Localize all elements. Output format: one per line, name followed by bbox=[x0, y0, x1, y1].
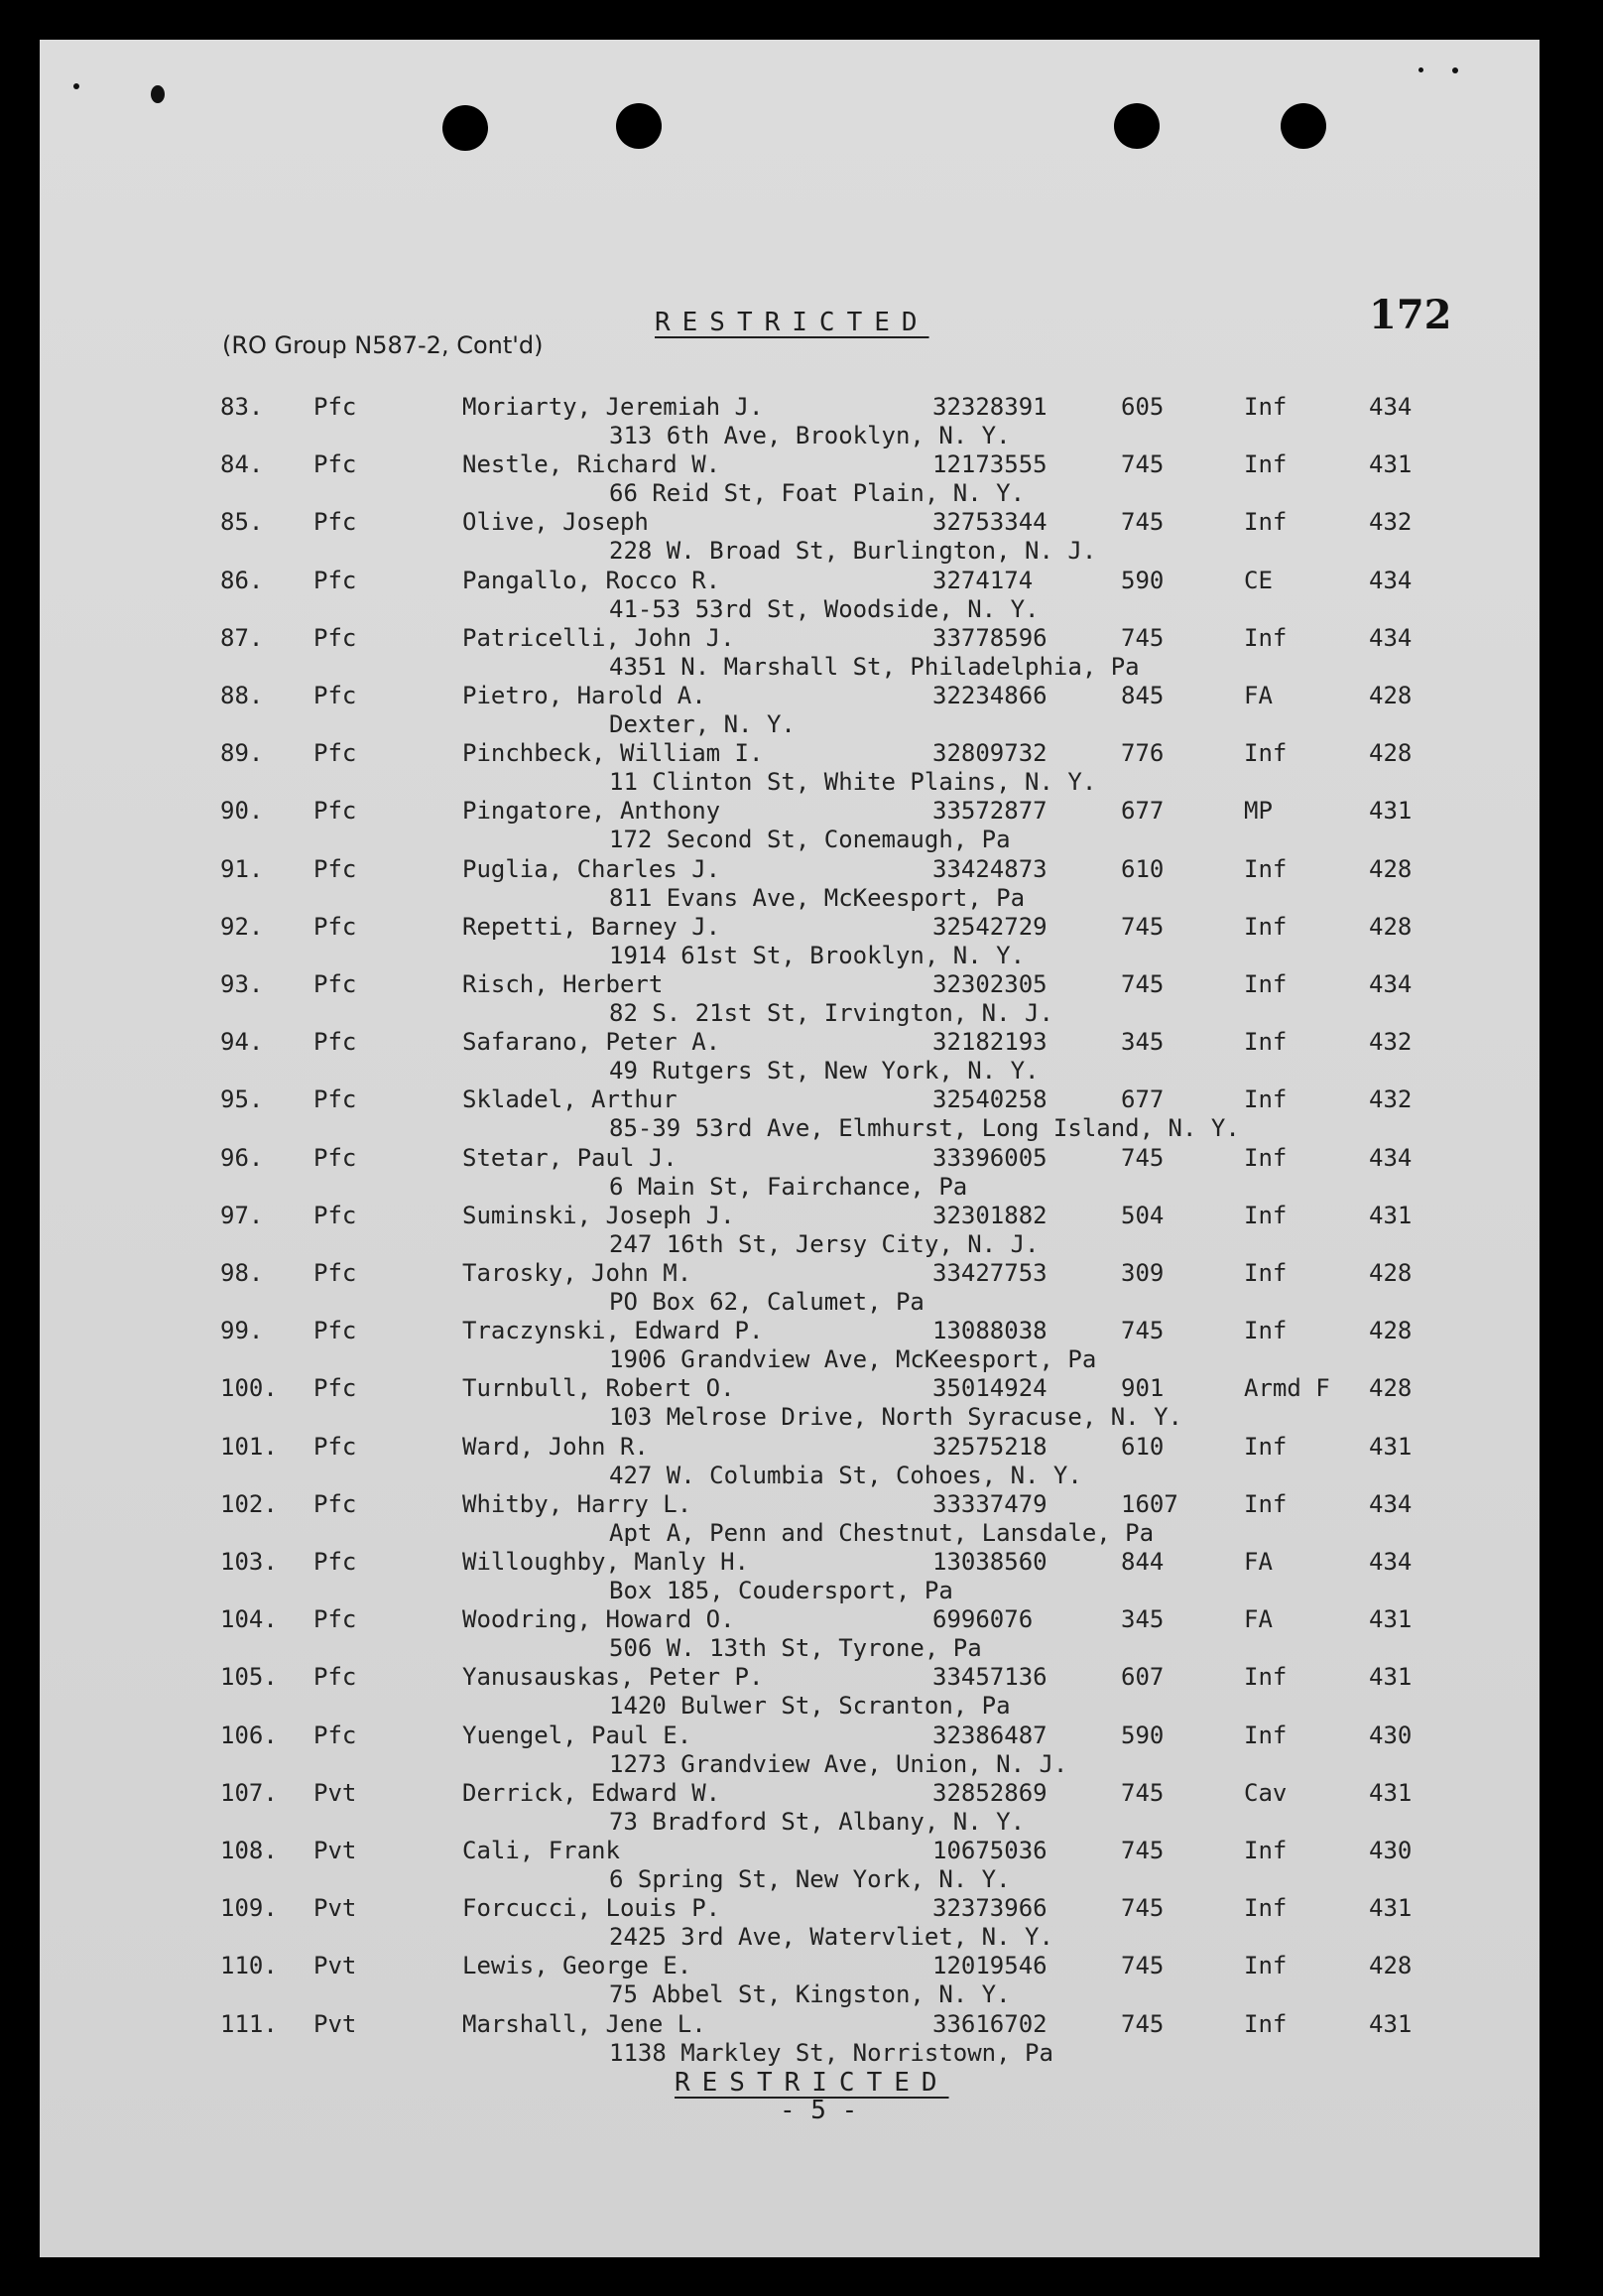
home-address: 75 Abbel St, Kingston, N. Y. bbox=[609, 1980, 1011, 2009]
branch: Inf bbox=[1244, 1721, 1288, 1749]
branch: Inf bbox=[1244, 1432, 1288, 1461]
home-address: 41-53 53rd St, Woodside, N. Y. bbox=[609, 594, 1040, 623]
rank: Pfc bbox=[313, 508, 357, 537]
home-address: 4351 N. Marshall St, Philadelphia, Pa bbox=[609, 652, 1140, 681]
home-address: 66 Reid St, Foat Plain, N. Y. bbox=[609, 479, 1026, 508]
entry-number: 90. bbox=[220, 797, 264, 826]
soldier-name: Woodring, Howard O. bbox=[462, 1605, 735, 1634]
soldier-name: Skladel, Arthur bbox=[462, 1085, 678, 1114]
branch: Inf bbox=[1244, 1894, 1288, 1923]
serial-number: 10675036 bbox=[932, 1837, 1048, 1864]
serial-number: 32575218 bbox=[932, 1432, 1048, 1461]
serial-number: 33572877 bbox=[932, 797, 1048, 826]
rank: Pfc bbox=[313, 1721, 357, 1749]
mos-code: 745 bbox=[1121, 2009, 1165, 2038]
mos-code: 605 bbox=[1121, 393, 1165, 421]
branch: Inf bbox=[1244, 970, 1288, 998]
ink-speck bbox=[73, 83, 79, 89]
serial-number: 12019546 bbox=[932, 1952, 1048, 1980]
branch: Inf bbox=[1244, 623, 1288, 652]
serial-number: 33396005 bbox=[932, 1143, 1048, 1172]
table-row bbox=[0, 1722, 1603, 1779]
group-number: 431 bbox=[1369, 1778, 1413, 1807]
home-address: 313 6th Ave, Brooklyn, N. Y. bbox=[609, 422, 1011, 449]
table-row bbox=[0, 1952, 1603, 2009]
rank: Pfc bbox=[313, 623, 357, 652]
soldier-name: Whitby, Harry L. bbox=[462, 1489, 692, 1518]
rank: Pfc bbox=[313, 854, 357, 883]
mos-code: 590 bbox=[1121, 1721, 1165, 1749]
mos-code: 504 bbox=[1121, 1201, 1165, 1229]
mos-code: 776 bbox=[1121, 739, 1165, 768]
binder-hole bbox=[1281, 103, 1326, 149]
soldier-name: Olive, Joseph bbox=[462, 508, 649, 537]
soldier-name: Yanusauskas, Peter P. bbox=[462, 1663, 764, 1692]
restricted-heading: RESTRICTED bbox=[655, 308, 929, 337]
soldier-name: Cali, Frank bbox=[462, 1837, 620, 1864]
table-row bbox=[0, 739, 1603, 797]
home-address: 85-39 53rd Ave, Elmhurst, Long Island, N. Y. bbox=[609, 1114, 1240, 1143]
serial-number: 32852869 bbox=[932, 1778, 1048, 1807]
entry-number: 92. bbox=[220, 912, 264, 941]
table-row bbox=[0, 1202, 1603, 1259]
ink-speck bbox=[151, 85, 165, 103]
entry-number: 87. bbox=[220, 623, 264, 652]
serial-number: 32301882 bbox=[932, 1201, 1048, 1229]
ink-speck bbox=[1418, 67, 1423, 72]
home-address: 49 Rutgers St, New York, N. Y. bbox=[609, 1057, 1040, 1085]
group-header: (RO Group N587-2, Cont'd) bbox=[222, 331, 544, 359]
group-number: 434 bbox=[1369, 1548, 1413, 1576]
soldier-name: Forcucci, Louis P. bbox=[462, 1894, 721, 1923]
serial-number: 32809732 bbox=[932, 739, 1048, 768]
soldier-name: Pangallo, Rocco R. bbox=[462, 566, 721, 594]
mos-code: 677 bbox=[1121, 797, 1165, 826]
group-number: 434 bbox=[1369, 393, 1413, 421]
branch: Inf bbox=[1244, 393, 1288, 421]
home-address: Dexter, N. Y. bbox=[609, 710, 796, 738]
entry-number: 102. bbox=[220, 1489, 278, 1518]
home-address: 228 W. Broad St, Burlington, N. J. bbox=[609, 537, 1097, 566]
mos-code: 745 bbox=[1121, 1952, 1165, 1980]
serial-number: 32386487 bbox=[932, 1721, 1048, 1749]
serial-number: 33616702 bbox=[932, 2009, 1048, 2038]
soldier-name: Pingatore, Anthony bbox=[462, 797, 721, 826]
serial-number: 32302305 bbox=[932, 970, 1048, 998]
mos-code: 1607 bbox=[1121, 1489, 1178, 1518]
serial-number: 32540258 bbox=[932, 1085, 1048, 1114]
rank: Pfc bbox=[313, 1317, 357, 1345]
home-address: Apt A, Penn and Chestnut, Lansdale, Pa bbox=[609, 1518, 1155, 1547]
branch: Inf bbox=[1244, 450, 1288, 479]
rank: Pvt bbox=[313, 1837, 357, 1864]
rank: Pfc bbox=[313, 970, 357, 998]
home-address: 506 W. 13th St, Tyrone, Pa bbox=[609, 1634, 982, 1663]
group-number: 428 bbox=[1369, 739, 1413, 768]
soldier-name: Lewis, George E. bbox=[462, 1952, 692, 1980]
mos-code: 745 bbox=[1121, 1837, 1165, 1864]
binder-hole bbox=[1114, 103, 1160, 149]
home-address: 247 16th St, Jersy City, N. J. bbox=[609, 1229, 1040, 1258]
entry-number: 88. bbox=[220, 682, 264, 709]
branch: Inf bbox=[1244, 1259, 1288, 1287]
table-row bbox=[0, 1144, 1603, 1202]
entry-number: 108. bbox=[220, 1837, 278, 1864]
binder-hole bbox=[616, 103, 662, 149]
mos-code: 309 bbox=[1121, 1259, 1165, 1287]
mos-code: 901 bbox=[1121, 1374, 1165, 1403]
mos-code: 610 bbox=[1121, 854, 1165, 883]
branch: FA bbox=[1244, 1605, 1273, 1634]
home-address: 1906 Grandview Ave, McKeesport, Pa bbox=[609, 1345, 1097, 1374]
branch: Inf bbox=[1244, 1143, 1288, 1172]
branch: FA bbox=[1244, 1548, 1273, 1576]
soldier-name: Risch, Herbert bbox=[462, 970, 664, 998]
branch: Inf bbox=[1244, 1663, 1288, 1692]
table-row bbox=[0, 1837, 1603, 1894]
branch: Armd F bbox=[1244, 1374, 1330, 1403]
branch: Inf bbox=[1244, 1489, 1288, 1518]
home-address: 103 Melrose Drive, North Syracuse, N. Y. bbox=[609, 1403, 1182, 1432]
rank: Pvt bbox=[313, 1778, 357, 1807]
group-number: 431 bbox=[1369, 1663, 1413, 1692]
branch: Inf bbox=[1244, 508, 1288, 537]
branch: Inf bbox=[1244, 1201, 1288, 1229]
serial-number: 32328391 bbox=[932, 393, 1048, 421]
serial-number: 33457136 bbox=[932, 1663, 1048, 1692]
table-row bbox=[0, 1433, 1603, 1490]
home-address: 811 Evans Ave, McKeesport, Pa bbox=[609, 883, 1026, 912]
group-number: 432 bbox=[1369, 508, 1413, 537]
branch: Inf bbox=[1244, 1317, 1288, 1345]
mos-code: 745 bbox=[1121, 1317, 1165, 1345]
soldier-name: Yuengel, Paul E. bbox=[462, 1721, 692, 1749]
rank: Pfc bbox=[313, 1201, 357, 1229]
soldier-name: Willoughby, Manly H. bbox=[462, 1548, 749, 1576]
group-number: 430 bbox=[1369, 1837, 1413, 1864]
rank: Pfc bbox=[313, 1432, 357, 1461]
rank: Pfc bbox=[313, 1143, 357, 1172]
entry-number: 103. bbox=[220, 1548, 278, 1576]
soldier-name: Puglia, Charles J. bbox=[462, 854, 721, 883]
entry-number: 110. bbox=[220, 1952, 278, 1980]
soldier-name: Nestle, Richard W. bbox=[462, 450, 721, 479]
entry-number: 100. bbox=[220, 1374, 278, 1403]
mos-code: 677 bbox=[1121, 1085, 1165, 1114]
entry-number: 105. bbox=[220, 1663, 278, 1692]
table-row bbox=[0, 913, 1603, 970]
home-address: 6 Spring St, New York, N. Y. bbox=[609, 1865, 1011, 1893]
rank: Pfc bbox=[313, 1605, 357, 1634]
entry-number: 104. bbox=[220, 1605, 278, 1634]
entry-number: 107. bbox=[220, 1778, 278, 1807]
home-address: 1273 Grandview Ave, Union, N. J. bbox=[609, 1749, 1068, 1778]
branch: Inf bbox=[1244, 854, 1288, 883]
mos-code: 845 bbox=[1121, 682, 1165, 709]
group-number: 428 bbox=[1369, 1374, 1413, 1403]
soldier-name: Ward, John R. bbox=[462, 1432, 649, 1461]
mos-code: 610 bbox=[1121, 1432, 1165, 1461]
branch: Inf bbox=[1244, 1952, 1288, 1980]
soldier-name: Traczynski, Edward P. bbox=[462, 1317, 764, 1345]
table-row bbox=[0, 508, 1603, 566]
group-number: 428 bbox=[1369, 1952, 1413, 1980]
entry-number: 84. bbox=[220, 450, 264, 479]
rank: Pfc bbox=[313, 1548, 357, 1576]
group-number: 428 bbox=[1369, 854, 1413, 883]
rank: Pfc bbox=[313, 450, 357, 479]
mos-code: 590 bbox=[1121, 566, 1165, 594]
rank: Pfc bbox=[313, 1028, 357, 1057]
group-number: 428 bbox=[1369, 912, 1413, 941]
rank: Pfc bbox=[313, 682, 357, 709]
group-number: 431 bbox=[1369, 797, 1413, 826]
entry-number: 94. bbox=[220, 1028, 264, 1057]
mos-code: 844 bbox=[1121, 1548, 1165, 1576]
serial-number: 32234866 bbox=[932, 682, 1048, 709]
branch: Inf bbox=[1244, 1837, 1288, 1864]
ink-speck bbox=[1452, 67, 1458, 73]
serial-number: 6996076 bbox=[932, 1605, 1034, 1634]
home-address: 1914 61st St, Brooklyn, N. Y. bbox=[609, 941, 1026, 969]
entry-number: 106. bbox=[220, 1721, 278, 1749]
table-row bbox=[0, 2010, 1603, 2068]
entry-number: 93. bbox=[220, 970, 264, 998]
entry-number: 97. bbox=[220, 1201, 264, 1229]
home-address: 73 Bradford St, Albany, N. Y. bbox=[609, 1807, 1026, 1836]
soldier-name: Pietro, Harold A. bbox=[462, 682, 706, 709]
group-number: 434 bbox=[1369, 970, 1413, 998]
table-row bbox=[0, 1259, 1603, 1317]
entry-number: 83. bbox=[220, 393, 264, 421]
branch: CE bbox=[1244, 566, 1273, 594]
table-row bbox=[0, 1605, 1603, 1663]
rank: Pfc bbox=[313, 797, 357, 826]
home-address: Box 185, Coudersport, Pa bbox=[609, 1577, 953, 1604]
soldier-name: Tarosky, John M. bbox=[462, 1259, 692, 1287]
serial-number: 13038560 bbox=[932, 1548, 1048, 1576]
group-number: 434 bbox=[1369, 1489, 1413, 1518]
serial-number: 33337479 bbox=[932, 1489, 1048, 1518]
group-number: 431 bbox=[1369, 450, 1413, 479]
branch: MP bbox=[1244, 797, 1273, 826]
mos-code: 745 bbox=[1121, 1894, 1165, 1923]
entry-number: 89. bbox=[220, 739, 264, 768]
table-row bbox=[0, 1779, 1603, 1837]
rank: Pfc bbox=[313, 1259, 357, 1287]
rank: Pfc bbox=[313, 1663, 357, 1692]
group-number: 432 bbox=[1369, 1028, 1413, 1057]
home-address: 82 S. 21st St, Irvington, N. J. bbox=[609, 999, 1053, 1027]
rank: Pvt bbox=[313, 1952, 357, 1980]
mos-code: 745 bbox=[1121, 450, 1165, 479]
mos-code: 745 bbox=[1121, 1778, 1165, 1807]
rank: Pfc bbox=[313, 1489, 357, 1518]
entry-number: 91. bbox=[220, 854, 264, 883]
table-row bbox=[0, 1374, 1603, 1432]
rank: Pfc bbox=[313, 566, 357, 594]
soldier-name: Repetti, Barney J. bbox=[462, 912, 721, 941]
rank: Pvt bbox=[313, 2009, 357, 2038]
serial-number: 35014924 bbox=[932, 1374, 1048, 1403]
branch: Cav bbox=[1244, 1778, 1288, 1807]
branch: Inf bbox=[1244, 912, 1288, 941]
mos-code: 607 bbox=[1121, 1663, 1165, 1692]
soldier-name: Safarano, Peter A. bbox=[462, 1028, 721, 1057]
binder-hole bbox=[442, 105, 488, 151]
mos-code: 745 bbox=[1121, 912, 1165, 941]
serial-number: 32182193 bbox=[932, 1028, 1048, 1057]
restricted-footer: RESTRICTED bbox=[675, 2068, 949, 2098]
group-number: 428 bbox=[1369, 1259, 1413, 1287]
home-address: PO Box 62, Calumet, Pa bbox=[609, 1288, 925, 1316]
group-number: 434 bbox=[1369, 1143, 1413, 1172]
home-address: 1420 Bulwer St, Scranton, Pa bbox=[609, 1692, 1011, 1721]
group-number: 431 bbox=[1369, 1894, 1413, 1923]
table-row bbox=[0, 450, 1603, 508]
table-row bbox=[0, 1028, 1603, 1085]
table-row bbox=[0, 1663, 1603, 1721]
table-row bbox=[0, 567, 1603, 624]
serial-number: 13088038 bbox=[932, 1317, 1048, 1345]
table-row bbox=[0, 1490, 1603, 1548]
rank: Pfc bbox=[313, 393, 357, 421]
soldier-name: Suminski, Joseph J. bbox=[462, 1201, 735, 1229]
branch: Inf bbox=[1244, 2009, 1288, 2038]
table-row bbox=[0, 1894, 1603, 1952]
mos-code: 345 bbox=[1121, 1028, 1165, 1057]
table-row bbox=[0, 1548, 1603, 1605]
serial-number: 32373966 bbox=[932, 1894, 1048, 1923]
group-number: 431 bbox=[1369, 1605, 1413, 1634]
table-row bbox=[0, 624, 1603, 682]
branch: Inf bbox=[1244, 1028, 1288, 1057]
entry-number: 85. bbox=[220, 508, 264, 537]
soldier-name: Patricelli, John J. bbox=[462, 623, 735, 652]
table-row bbox=[0, 682, 1603, 739]
soldier-name: Pinchbeck, William I. bbox=[462, 739, 764, 768]
serial-number: 33424873 bbox=[932, 854, 1048, 883]
group-number: 432 bbox=[1369, 1085, 1413, 1114]
table-row bbox=[0, 970, 1603, 1028]
table-row bbox=[0, 1317, 1603, 1374]
table-row bbox=[0, 1085, 1603, 1143]
table-row bbox=[0, 393, 1603, 450]
entry-number: 95. bbox=[220, 1085, 264, 1114]
group-number: 434 bbox=[1369, 623, 1413, 652]
home-address: 1138 Markley St, Norristown, Pa bbox=[609, 2038, 1053, 2067]
branch: Inf bbox=[1244, 739, 1288, 768]
branch: FA bbox=[1244, 682, 1273, 709]
rank: Pfc bbox=[313, 912, 357, 941]
serial-number: 32542729 bbox=[932, 912, 1048, 941]
mos-code: 345 bbox=[1121, 1605, 1165, 1634]
entry-number: 98. bbox=[220, 1259, 264, 1287]
group-number: 428 bbox=[1369, 682, 1413, 709]
serial-number: 12173555 bbox=[932, 450, 1048, 479]
home-address: 11 Clinton St, White Plains, N. Y. bbox=[609, 768, 1097, 797]
entry-number: 109. bbox=[220, 1894, 278, 1923]
group-number: 434 bbox=[1369, 566, 1413, 594]
group-number: 431 bbox=[1369, 1432, 1413, 1461]
rank: Pvt bbox=[313, 1894, 357, 1923]
entry-number: 99. bbox=[220, 1317, 264, 1345]
group-number: 430 bbox=[1369, 1721, 1413, 1749]
home-address: 6 Main St, Fairchance, Pa bbox=[609, 1172, 968, 1201]
serial-number: 3274174 bbox=[932, 566, 1034, 594]
entry-number: 86. bbox=[220, 566, 264, 594]
soldier-name: Stetar, Paul J. bbox=[462, 1143, 678, 1172]
mos-code: 745 bbox=[1121, 508, 1165, 537]
mos-code: 745 bbox=[1121, 1143, 1165, 1172]
mos-code: 745 bbox=[1121, 970, 1165, 998]
soldier-name: Turnbull, Robert O. bbox=[462, 1374, 735, 1403]
home-address: 427 W. Columbia St, Cohoes, N. Y. bbox=[609, 1461, 1082, 1489]
mos-code: 745 bbox=[1121, 623, 1165, 652]
rank: Pfc bbox=[313, 1085, 357, 1114]
entry-number: 101. bbox=[220, 1432, 278, 1461]
entry-number: 111. bbox=[220, 2009, 278, 2038]
footer-page-number: - 5 - bbox=[780, 2096, 858, 2125]
soldier-name: Marshall, Jene L. bbox=[462, 2009, 706, 2038]
entry-number: 96. bbox=[220, 1143, 264, 1172]
rank: Pfc bbox=[313, 739, 357, 768]
group-number: 428 bbox=[1369, 1317, 1413, 1345]
table-row bbox=[0, 855, 1603, 913]
group-number: 431 bbox=[1369, 1201, 1413, 1229]
rank: Pfc bbox=[313, 1374, 357, 1403]
serial-number: 33778596 bbox=[932, 623, 1048, 652]
group-number: 431 bbox=[1369, 2009, 1413, 2038]
soldier-name: Derrick, Edward W. bbox=[462, 1778, 721, 1807]
serial-number: 32753344 bbox=[932, 508, 1048, 537]
page-number: 172 bbox=[1369, 292, 1452, 338]
home-address: 2425 3rd Ave, Watervliet, N. Y. bbox=[609, 1923, 1053, 1952]
home-address: 172 Second St, Conemaugh, Pa bbox=[609, 826, 1011, 854]
table-row bbox=[0, 797, 1603, 854]
branch: Inf bbox=[1244, 1085, 1288, 1114]
soldier-name: Moriarty, Jeremiah J. bbox=[462, 393, 764, 421]
serial-number: 33427753 bbox=[932, 1259, 1048, 1287]
